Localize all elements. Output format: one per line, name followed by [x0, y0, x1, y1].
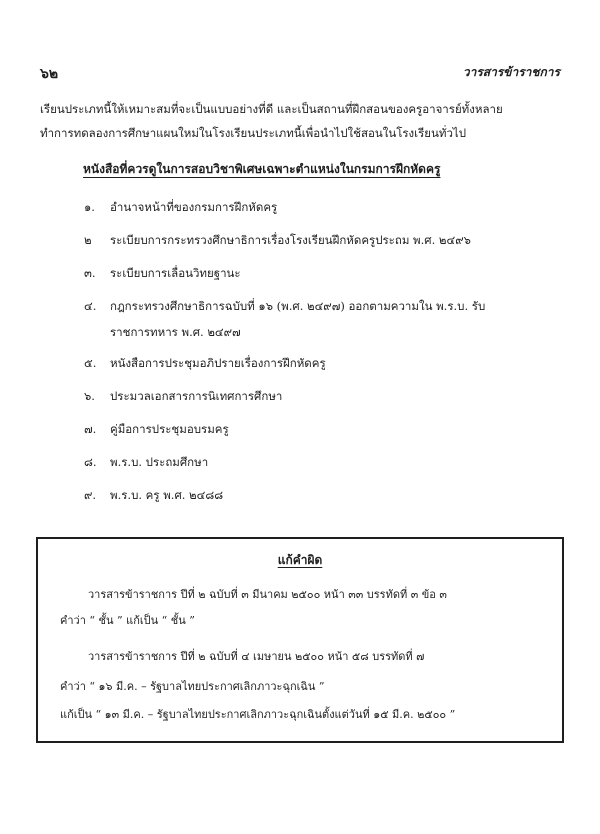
journal-title: วารสารข้าราชการ [462, 65, 560, 79]
item-text: ประมวลเอกสารการนิเทศการศึกษา [110, 389, 283, 403]
item-number: ๗. [84, 422, 97, 436]
intro-line-1: เรียนประเภทนี้ให้เหมาะสมที่จะเป็นแบบอย่างที่ดี และเป็นสถานที่ฝึกสอนของครูอาจารย์ทั้งหลาย [40, 102, 503, 116]
list-item [84, 419, 574, 439]
item-text: ระเบียบการเลื่อนวิทยฐานะ [110, 266, 241, 280]
intro-line-2: ทำการทดลองการศึกษาแผนใหม่ในโรงเรียนประเภทนี้เพื่อนำไปใช้สอนในโรงเรียนทั่วไป [40, 126, 466, 140]
list-item [84, 353, 574, 373]
item-text: ระเบียบการกระทรวงศึกษาธิการเรื่องโรงเรียนฝึกหัดครูประถม พ.ศ. ๒๔๙๖ [110, 233, 471, 247]
item-number: ๖. [84, 389, 95, 403]
item-number: ๓. [84, 266, 96, 280]
erratum-line-5: แก้เป็น “ ๑๓ มี.ค. – รัฐบาลไทยประกาศเลิกภาวะฉุกเฉินตั้งแต่วันที่ ๑๕ มี.ค. ๒๕๐๐ ” [60, 708, 456, 721]
intro-paragraph [40, 97, 565, 145]
item-text: กฎกระทรวงศึกษาธิการฉบับที่ ๑๖ (พ.ศ. ๒๔๙๗) ออกตามความใน พ.ร.บ. รับ [110, 299, 486, 313]
item-number: ๑. [84, 200, 95, 214]
book-list [84, 197, 574, 518]
item-number: ๘. [84, 455, 97, 469]
erratum-line-1: วารสารข้าราชการ ปีที่ ๒ ฉบับที่ ๓ มีนาคม ๒๕๐๐ หน้า ๓๓ บรรทัดที่ ๓ ข้อ ๓ [88, 588, 447, 601]
list-item [84, 452, 574, 472]
erratum-box [36, 537, 564, 743]
list-item [84, 263, 574, 283]
item-text: หนังสือการประชุมอภิปรายเรื่องการฝึกหัดครู [110, 356, 326, 370]
list-item [84, 296, 574, 342]
list-item [84, 230, 574, 250]
page-number: ๖๒ [40, 66, 59, 82]
item-text: พ.ร.บ. ประถมศึกษา [110, 455, 209, 469]
list-item [84, 197, 574, 217]
item-text-block [110, 296, 574, 342]
item-text: คู่มือการประชุมอบรมครู [110, 422, 229, 436]
erratum-title [38, 551, 562, 570]
erratum-line-3: วารสารข้าราชการ ปีที่ ๒ ฉบับที่ ๔ เมษายน ๒๕๐๐ หน้า ๕๘ บรรทัดที่ ๗ [88, 650, 425, 663]
item-number: ๙. [84, 488, 97, 502]
item-text: อำนาจหน้าที่ของกรมการฝึกหัดครู [110, 200, 278, 214]
erratum-line-4: คำว่า “ ๑๖ มี.ค. – รัฐบาลไทยประกาศเลิกภาวะฉุกเฉิน ” [60, 680, 325, 693]
item-number: ๒ [84, 233, 92, 247]
erratum-line-2: คำว่า “ ชั้น ” แก้เป็น “ ชั้น ” [60, 614, 195, 627]
item-number: ๔. [84, 299, 97, 313]
erratum-title-text: แก้คำผิด [277, 553, 323, 567]
section-heading: หนังสือที่ควรดูในการสอบวิชาพิเศษเฉพาะตำแหน่งในกรมการฝึกหัดครู [83, 162, 441, 176]
item-number: ๕. [84, 356, 97, 370]
item-text: พ.ร.บ. ครู พ.ศ. ๒๔๘๘ [110, 488, 224, 502]
list-item [84, 485, 574, 505]
item-text-continuation: ราชการทหาร พ.ศ. ๒๔๙๗ [110, 325, 241, 339]
list-item [84, 386, 574, 406]
